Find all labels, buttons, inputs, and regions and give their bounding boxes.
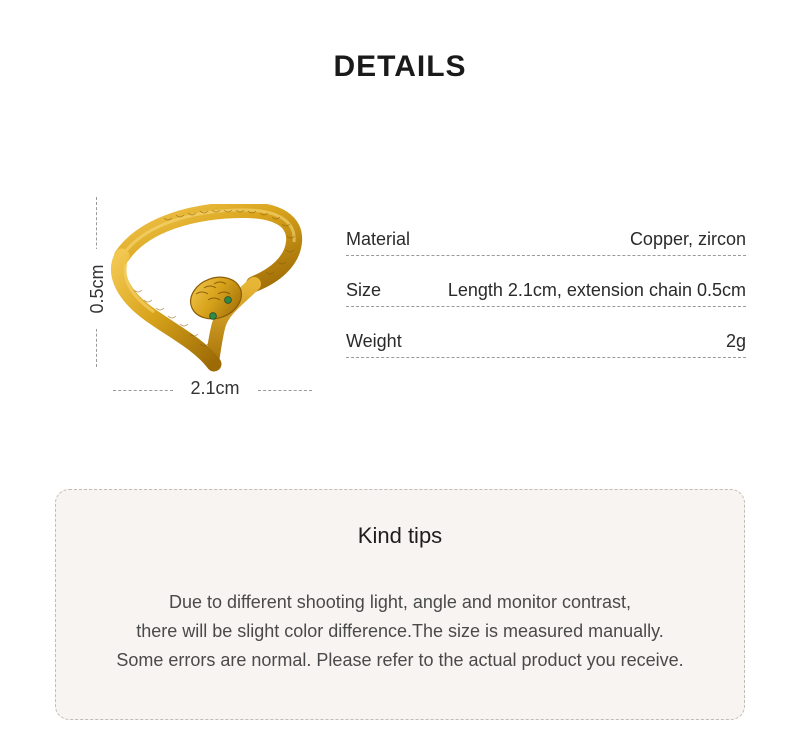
- spec-table: [346, 224, 746, 358]
- spec-value: 2g: [725, 331, 746, 351]
- tips-line: Due to different shooting light, angle and monitor contrast,: [169, 592, 631, 612]
- spec-label: Material: [346, 229, 411, 249]
- spec-label: Size: [346, 280, 382, 300]
- snake-eye-icon: [225, 297, 232, 304]
- width-dimension-line-right: [258, 390, 312, 391]
- width-dimension-label: 2.1cm: [190, 378, 240, 398]
- spec-label: Weight: [346, 331, 402, 351]
- snake-ring-image: [104, 204, 304, 374]
- spec-row-weight: [346, 326, 746, 358]
- tips-line: there will be slight color difference.The size is measured manually.: [136, 621, 664, 641]
- spec-row-size: [346, 275, 746, 307]
- spec-value: Copper, zircon: [629, 229, 746, 249]
- height-dimension-label: 0.5cm: [87, 249, 109, 329]
- tips-line: Some errors are normal. Please refer to the actual product you receive.: [116, 650, 684, 670]
- page-title: DETAILS: [333, 50, 467, 83]
- kind-tips-box: [55, 489, 745, 720]
- width-dimension-line-left: [113, 390, 173, 391]
- spec-value: Length 2.1cm, extension chain 0.5cm: [447, 280, 746, 300]
- spec-row-material: [346, 224, 746, 256]
- tips-title: Kind tips: [357, 523, 443, 548]
- tips-text: [56, 588, 744, 675]
